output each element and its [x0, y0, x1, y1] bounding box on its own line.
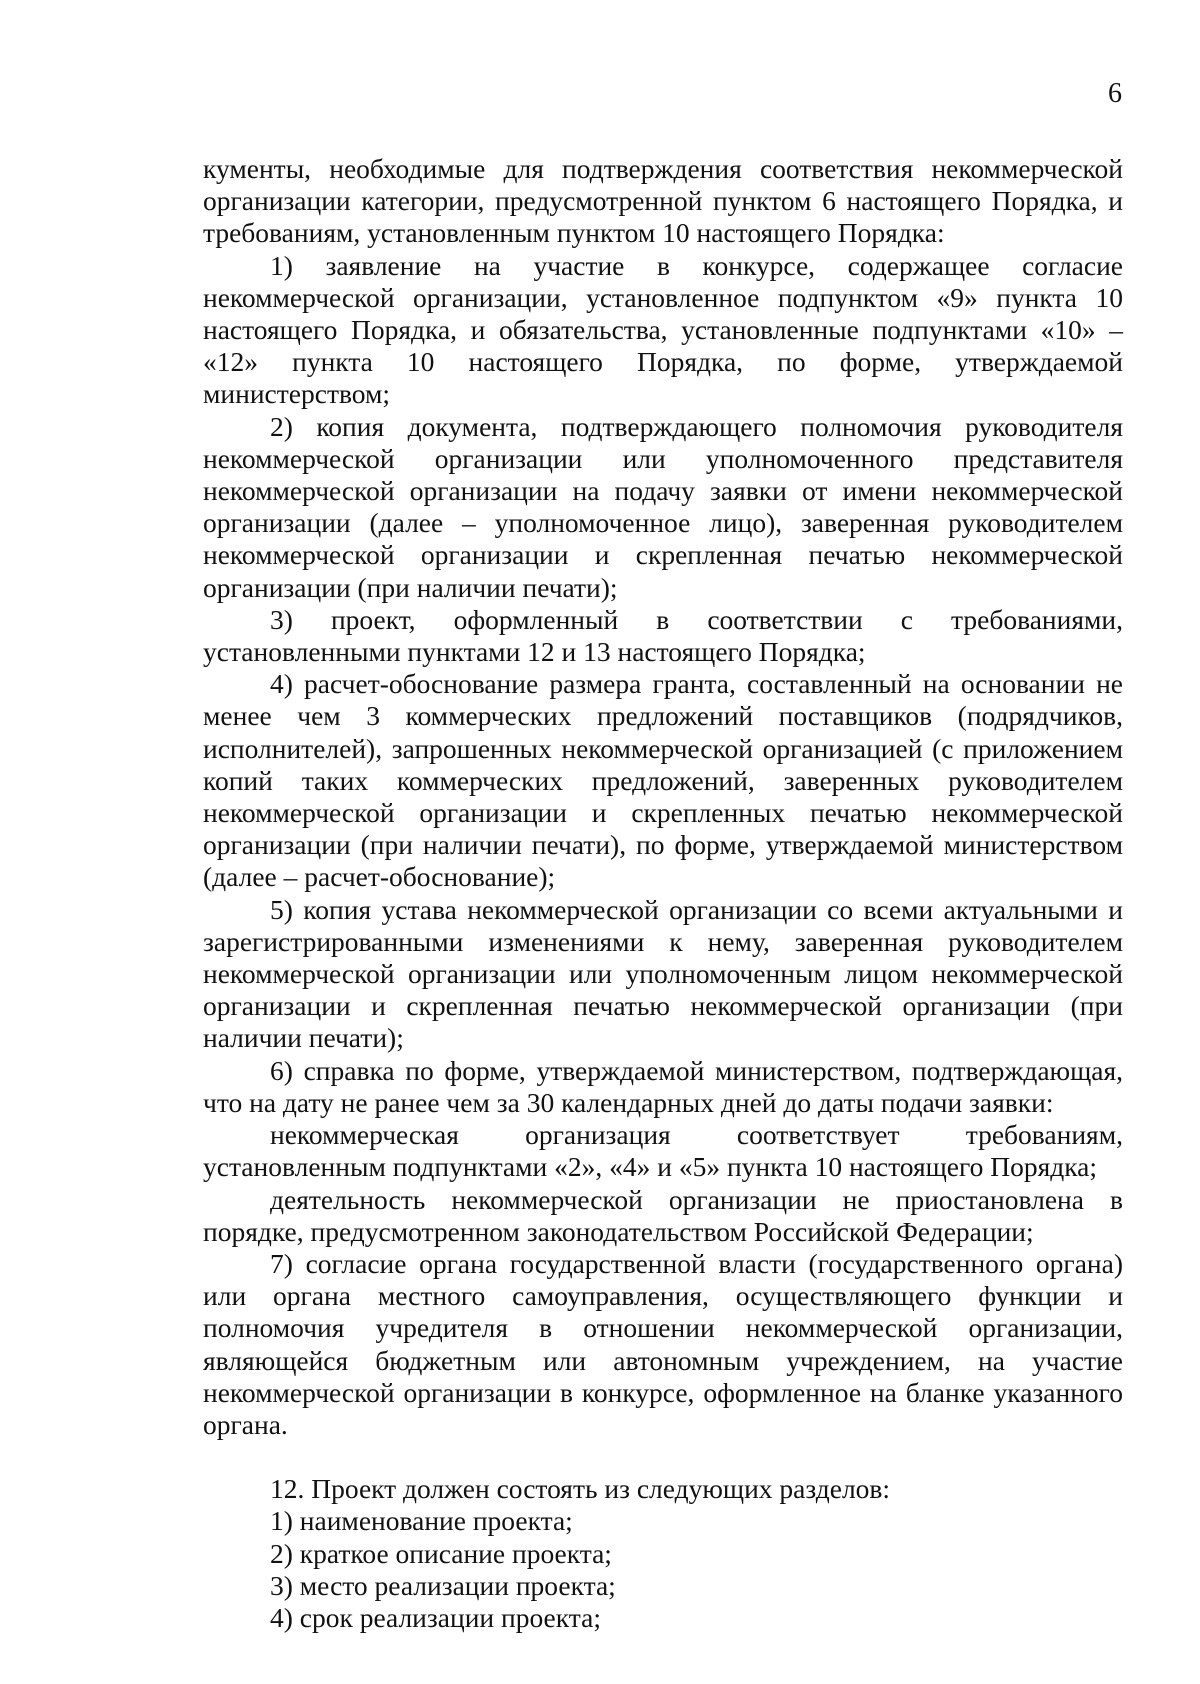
list-item-6-sub-2: деятельность некоммерческой организации не приостановлена в порядке, предусмотренном законодательством Российской Федерации;	[203, 1183, 1123, 1247]
page-number: 6	[1108, 78, 1122, 109]
list-item-6: 6) справка по форме, утверждаемой министерством, подтверждающая, что на дату не ранее чем за 30 календарных дней до даты подачи заявки:	[203, 1054, 1123, 1118]
document-body	[203, 153, 1123, 1634]
list-item-7: 7) согласие органа государственной власти (государственного органа) или органа местного самоуправления, осуществляющего функции и полномочия учредителя в отношении некоммерческой организации, являющейся бюджетным или автономным учреждением, на участие некоммерческой организации в конкурсе, оформленное на бланке указанного органа.	[203, 1247, 1123, 1440]
list-item-5: 5) копия устава некоммерческой организации со всеми актуальными и зарегистрированными изменениями к нему, заверенная руководителем некоммерческой организации или уполномоченным лицом некоммерческой организации и скрепленная печатью некоммерческой организации (при наличии печати);	[203, 893, 1123, 1054]
section-12-item-2: 2) краткое описание проекта;	[270, 1537, 612, 1569]
paragraph-continuation: кументы, необходимые для подтверждения соответствия некоммерческой организации категории, предусмотренной пунктом 6 настоящего Порядка, и требованиям, установленным пунктом 10 настоящего Порядка:	[203, 153, 1123, 249]
list-item-3: 3) проект, оформленный в соответствии с требованиями, установленными пунктами 12 и 13 настоящего Порядка;	[203, 603, 1123, 668]
list-item-2: 2) копия документа, подтверждающего полномочия руководителя некоммерческой организации или уполномоченного представителя некоммерческой организации на подачу заявки от имени некоммерческой организации (далее – уполномоченное лицо), заверенная руководителем некоммерческой организации и скрепленная печатью некоммерческой организации (при наличии печати);	[203, 410, 1123, 603]
section-12-heading: 12. Проект должен состоять из следующих разделов:	[270, 1473, 891, 1505]
list-item-1: 1) заявление на участие в конкурсе, содержащее согласие некоммерческой организации, установленное подпунктом «9» пункта 10 настоящего Порядка, и обязательства, установленные подпунктами «10» – «12» пункта 10 настоящего Порядка, по форме, утверждаемой министерством;	[203, 249, 1123, 410]
list-item-4: 4) расчет-обоснование размера гранта, составленный на основании не менее чем 3 коммерческих предложений поставщиков (подрядчиков, исполнителей), запрошенных некоммерческой организацией (с приложением копий таких коммерческих предложений, заверенных руководителем некоммерческой организации и скрепленных печатью некоммерческой организации (при наличии печати), по форме, утверждаемой министерством (далее – расчет-обоснование);	[203, 668, 1123, 893]
list-item-6-sub-1: некоммерческая организация соответствует требованиям, установленным подпунктами «2», «4» и «5» пункта 10 настоящего Порядка;	[203, 1119, 1123, 1183]
section-12-item-3: 3) место реализации проекта;	[270, 1569, 616, 1601]
section-12-item-4: 4) срок реализации проекта;	[270, 1601, 601, 1633]
section-12-item-1: 1) наименование проекта;	[270, 1505, 573, 1537]
